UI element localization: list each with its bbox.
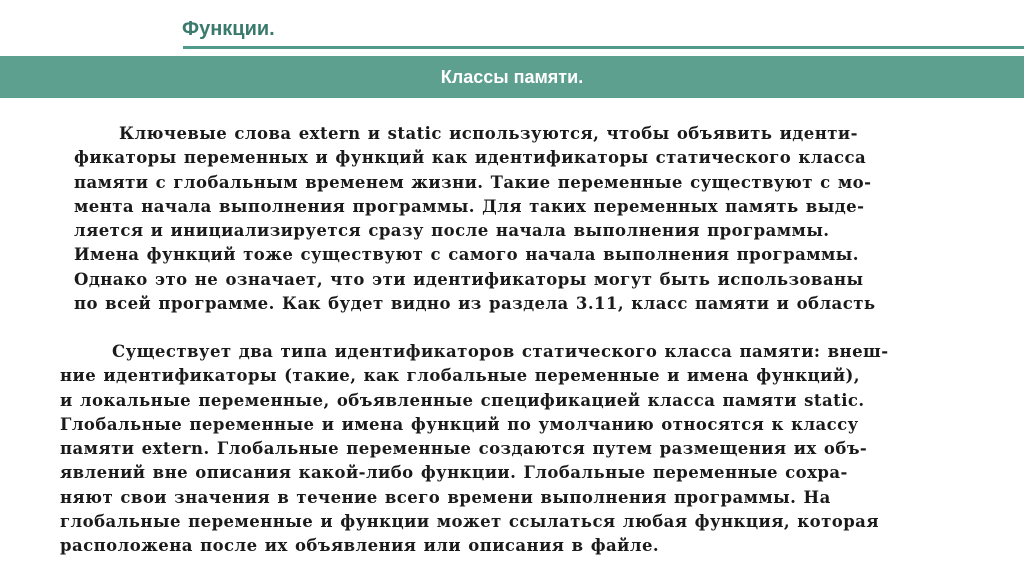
slide-banner [0, 56, 1024, 98]
section-title: Функции. [182, 18, 275, 40]
text-line: Однако это не означает, что эти идентификаторы могут быть использованы [74, 269, 864, 289]
paragraph-1 [74, 122, 954, 316]
title-underline [183, 46, 1024, 49]
text-line: Ключевые слова extern и static используются, чтобы объявить иденти- [119, 124, 858, 143]
text-line: фикаторы переменных и функций как идентификаторы статического класса [74, 148, 867, 168]
text-line: ние идентификаторы (такие, как глобальные переменные и имена функций), [60, 366, 860, 386]
text-line: по всей программе. Как будет видно из раздела 3.11, класс памяти и область [74, 294, 876, 314]
text-line: и локальные переменные, объявленные спецификацией класса памяти static. [60, 390, 865, 410]
text-line: Глобальные переменные и имена функций по умолчанию относятся к классу [60, 414, 859, 434]
paragraph-2 [60, 340, 960, 559]
text-line: ляется и инициализируется сразу после начала выполнения программы. [74, 221, 830, 241]
slide-title: Классы памяти. [440, 66, 584, 87]
text-line: мента начала выполнения программы. Для таких переменных память выде- [74, 196, 865, 216]
text-line: глобальные переменные и функции может ссылаться любая функция, которая [60, 512, 879, 532]
text-line: памяти с глобальным временем жизни. Такие переменные существуют с мо- [74, 172, 872, 192]
text-line: расположена после их объявления или описания в файле. [60, 536, 660, 556]
text-line: Существует два типа идентификаторов статического класса памяти: внеш- [112, 342, 889, 361]
text-line: Имена функций тоже существуют с самого начала выполнения программы. [74, 245, 859, 265]
text-line: явлений вне описания какой-либо функции. Глобальные переменные сохра- [60, 463, 848, 483]
text-line: памяти extern. Глобальные переменные создаются путем размещения их объ- [60, 439, 868, 459]
text-line: няют свои значения в течение всего времени выполнения программы. На [60, 487, 831, 507]
